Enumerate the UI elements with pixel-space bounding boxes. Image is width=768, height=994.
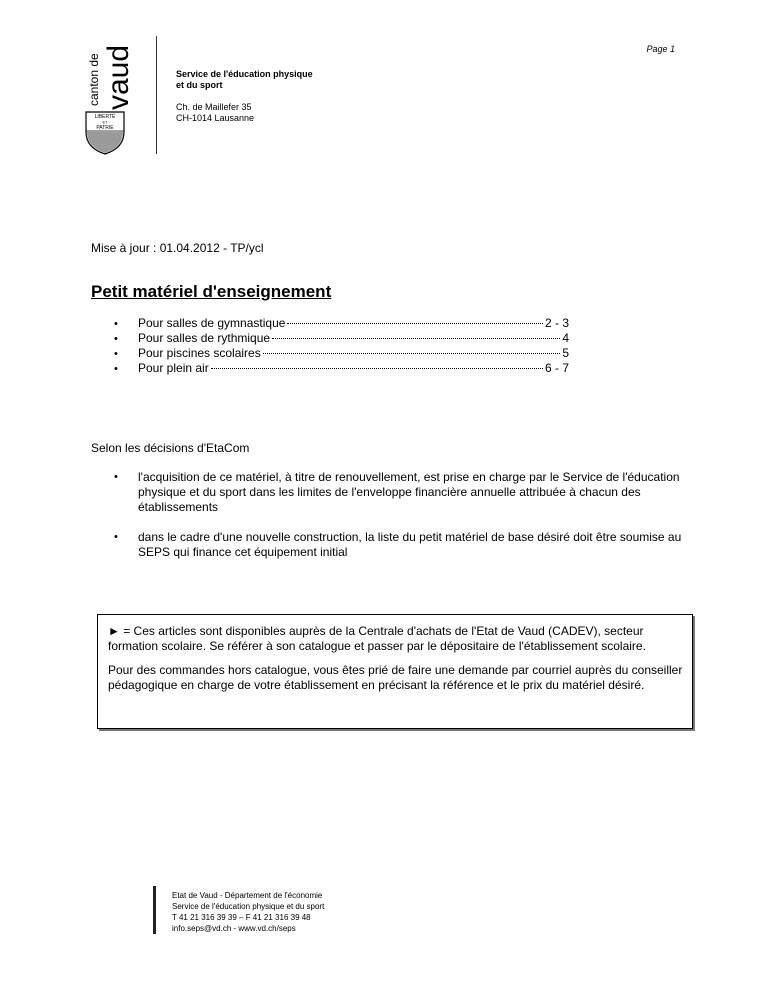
address-line-1: Ch. de Maillefer 35	[176, 102, 252, 112]
logo-text-patrie: PATRIE	[96, 125, 114, 131]
toc-leader	[211, 368, 543, 369]
footer-line-1: Etat de Vaud - Département de l'économie	[172, 891, 323, 900]
toc-page: 2 - 3	[544, 316, 569, 330]
footer-bar	[153, 886, 156, 934]
bullet-icon: •	[114, 333, 118, 345]
logo-text-vaud: vaud	[102, 44, 135, 110]
footer-line-3: T 41 21 316 39 39 – F 41 21 316 39 48	[172, 913, 311, 922]
service-line-1: Service de l'éducation physique	[176, 69, 313, 79]
toc-leader	[272, 338, 560, 339]
toc-page: 5	[562, 346, 569, 360]
toc-item	[114, 346, 569, 361]
rule-item	[114, 530, 694, 560]
notice-paragraph-2: Pour des commandes hors catalogue, vous êtes prié de faire une demande par courriel auprès du conseiller pédagogique en charge de votre établissement en précisant la référence et le prix du matériel désiré.	[108, 663, 683, 692]
toc-item	[114, 316, 569, 331]
vaud-logo	[82, 34, 135, 154]
toc-label: Pour piscines scolaires	[138, 346, 261, 360]
bullet-icon: •	[114, 348, 118, 360]
toc-item	[114, 361, 569, 376]
toc-page: 6 - 7	[544, 361, 569, 375]
bullet-icon: •	[114, 318, 118, 330]
decisions-intro: Selon les décisions d'EtaCom	[91, 441, 250, 455]
logo-text-et: ET	[102, 119, 108, 125]
toc-label: Pour salles de gymnastique	[138, 316, 286, 330]
toc-label: Pour plein air	[138, 361, 209, 375]
rule-text: l'acquisition de ce matériel, à titre de renouvellement, est prise en charge par le Service de l'éducation physique et du sport dans les limites de l'enveloppe financière annuelle attribuée à chacun des établissements	[138, 470, 680, 514]
bullet-icon: •	[114, 471, 118, 483]
logo-text-canton: canton de	[87, 53, 101, 106]
toc-leader	[263, 353, 561, 354]
toc-item	[114, 331, 569, 346]
footer-line-4: info.seps@vd.ch - www.vd.ch/seps	[172, 924, 296, 933]
address	[176, 102, 254, 124]
bullet-icon: •	[114, 363, 118, 375]
rule-item	[114, 470, 694, 515]
rule-text: dans le cadre d'une nouvelle construction, la liste du petit matériel de base désiré doit être soumise au SEPS qui finance cet équipement initial	[138, 530, 682, 559]
footer	[172, 890, 324, 934]
document-title: Petit matériel d'enseignement	[91, 282, 332, 301]
notice-box	[97, 614, 693, 729]
logo-text-liberte: LIBERTÉ	[94, 114, 116, 120]
update-date: Mise à jour : 01.04.2012 - TP/ycl	[91, 241, 264, 255]
toc-leader	[287, 323, 543, 324]
address-line-2: CH-1014 Lausanne	[176, 113, 255, 123]
footer-line-2: Service de l'éducation physique et du sport	[172, 902, 325, 911]
bullet-icon: •	[114, 531, 118, 543]
service-line-2: et du sport	[176, 80, 223, 90]
service-name	[176, 69, 313, 91]
table-of-contents	[114, 316, 569, 376]
toc-label: Pour salles de rythmique	[138, 331, 271, 345]
header-divider	[156, 36, 157, 154]
page-number: Page 1	[646, 44, 675, 54]
toc-page: 4	[562, 331, 569, 345]
notice-paragraph-1: ► = Ces articles sont disponibles auprès de la Centrale d'achats de l'Etat de Vaud (CADEV), secteur formation scolaire. Se référer à son catalogue et passer par le dépositaire de l'établissement scolaire.	[108, 624, 646, 653]
